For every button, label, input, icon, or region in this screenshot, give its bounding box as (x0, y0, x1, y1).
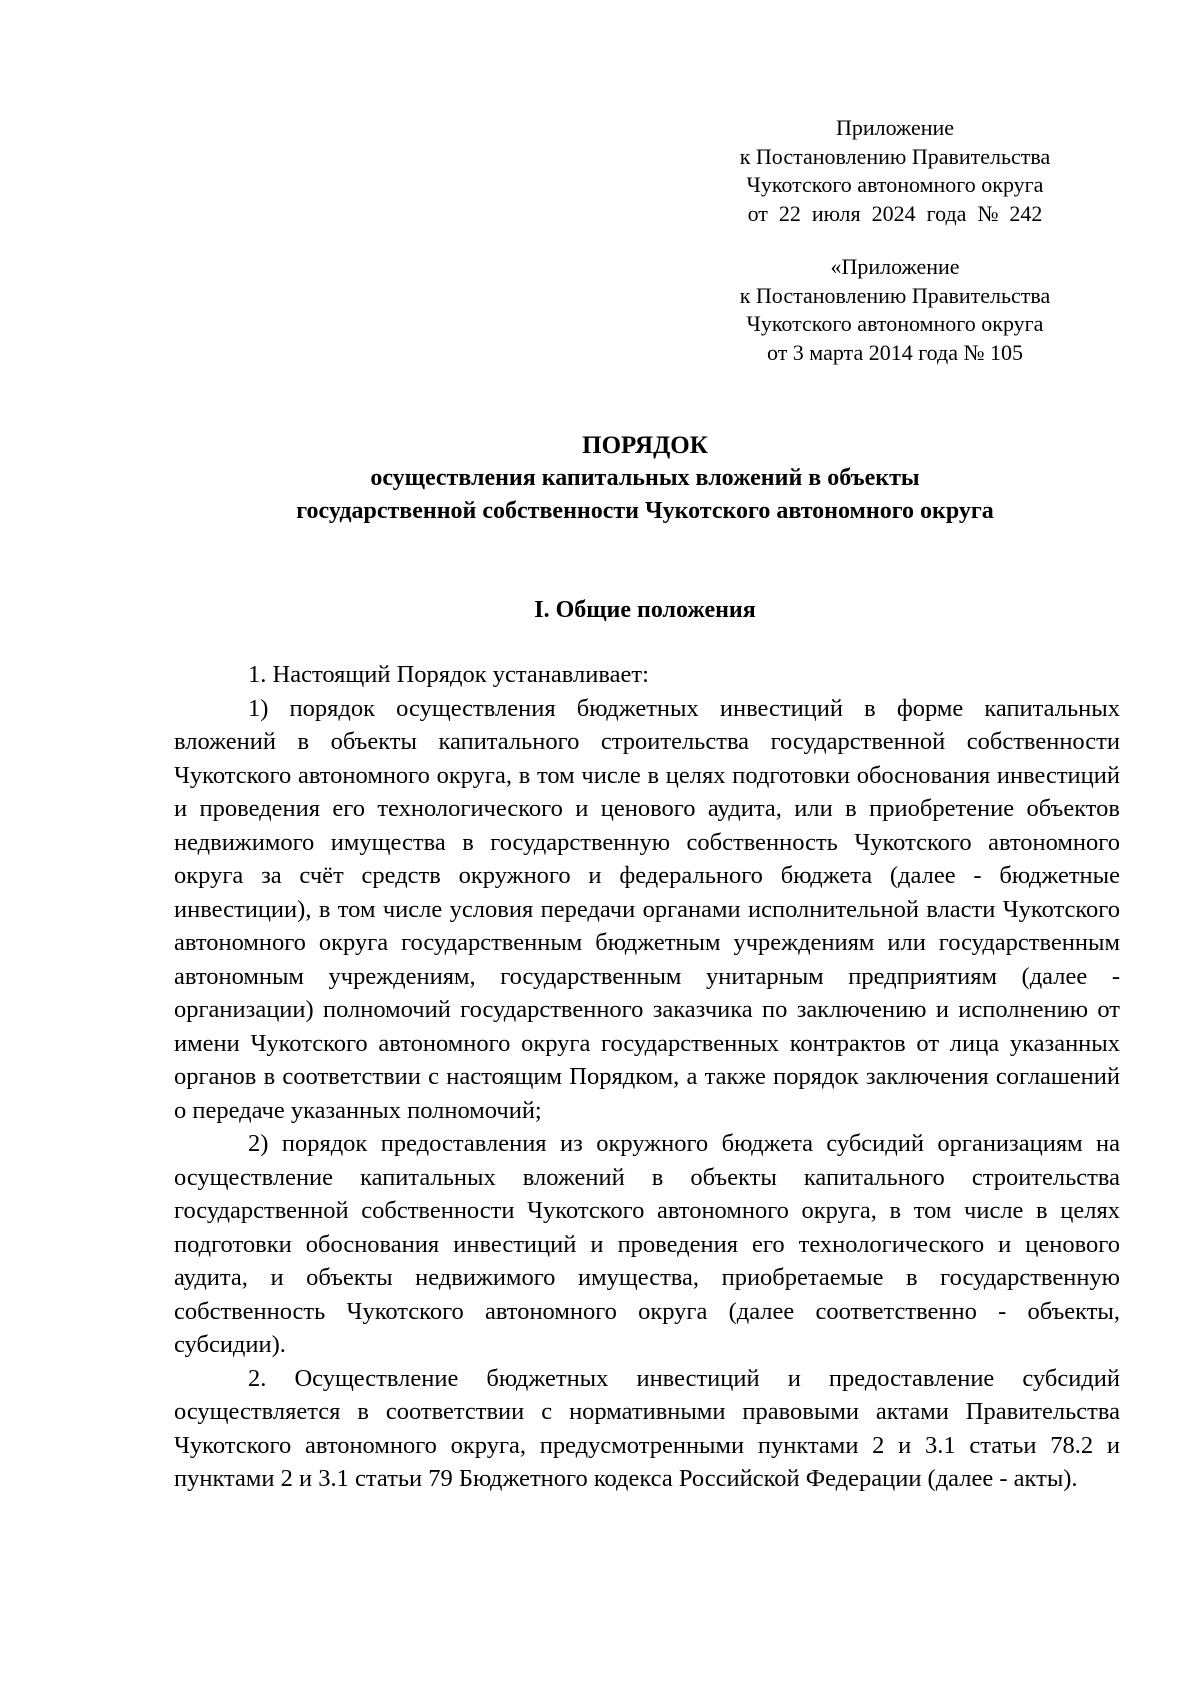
title-subtitle-line-1: осуществления капитальных вложений в объекты (370, 465, 920, 491)
section-heading: I. Общие положения (534, 597, 756, 623)
title-subtitle-line-2: государственной собственности Чукотского автономного округа (296, 498, 994, 524)
appendix-line: Чукотского автономного округа (746, 311, 1044, 336)
appendix-line: Чукотского автономного округа (746, 172, 1044, 197)
appendix-date-line: от 3 марта 2014 года № 105 (766, 339, 1023, 365)
paragraph: 2) порядок предоставления из окружного бюджета субсидий организациям на осуществление капитальных вложений в объекты капитального строительства государственной собственности Чукотского автономного округа, в том числе в целях подготовки обоснования инвестиций и проведения его технологического и ценового аудита, и объекты недвижимого имущества, приобретаемые в государственную собственность Чукотского автономного округа (далее соответственно - объекты, субсидии). (174, 1130, 1120, 1358)
appendix-line: «Приложение (830, 254, 960, 279)
paragraph: 1. Настоящий Порядок устанавливает: (248, 661, 649, 688)
appendix-line: Приложение (835, 115, 955, 140)
document-title (170, 430, 1120, 528)
appendix-block-current (700, 114, 1090, 228)
paragraph: 1) порядок осуществления бюджетных инвестиций в форме капитальных вложений в объекты капитального строительства государственной собственности Чукотского автономного округа, в том числе в целях подготовки обоснования инвестиций и проведения его технологического и ценового аудита, или в приобретение объектов недвижимого имущества в государственную собственность Чукотского автономного округа за счёт средств окружного и федерального бюджета (далее - бюджетные инвестиции), в том числе условия передачи органами исполнительной власти Чукотского автономного округа государственным бюджетным учреждениям или государственным автономным учреждениям, государственным унитарным предприятиям (далее - организации) полномочий государственного заказчика по заключению и исполнению от имени Чукотского автономного округа государственных контрактов от лица указанных органов в соответствии с настоящим Порядком, а также порядок заключения соглашений о передаче указанных полномочий; (174, 694, 1120, 1124)
document-body (174, 658, 1120, 1496)
appendix-block-original (700, 253, 1090, 367)
title-main: ПОРЯДОК (582, 432, 708, 459)
appendix-line: к Постановлению Правительства (739, 282, 1051, 308)
appendix-line: к Постановлению Правительства (739, 143, 1051, 169)
appendix-date-line: от 22 июля 2024 года № 242 (747, 200, 1043, 226)
paragraph: 2. Осуществление бюджетных инвестиций и предоставление субсидий осуществляется в соответствии с нормативными правовыми актами Правительства Чукотского автономного округа, предусмотренными пунктами 2 и 3.1 статьи 78.2 и пунктами 2 и 3.1 статьи 79 Бюджетного кодекса Российской Федерации (далее - акты). (174, 1364, 1120, 1492)
